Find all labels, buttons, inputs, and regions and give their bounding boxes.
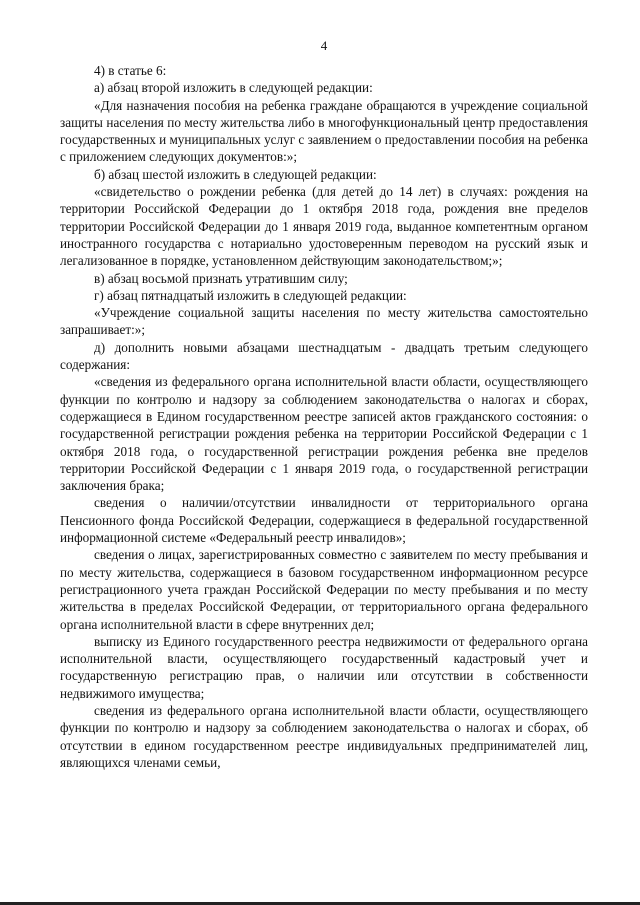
paragraph: «сведения из федерального органа исполнительной власти области, осуществляющего функции по контролю и надзору за соблюдением законодательства о налогах и сборах, содержащиеся в Едином государственном реестре записей актов гражданского состояния: о государственной регистрации рождения ребенка на территории Российской Федерации с 1 октября 2018 года, о государственной регистрации рождения ребенка вне пределов территории Российской Федерации с 1 января 2019 года, о государственной регистрации заключения брака; bbox=[60, 374, 588, 494]
paragraph: сведения о наличии/отсутствии инвалидности от территориального органа Пенсионного фонда Российской Федерации, содержащиеся в федеральной государственной информационной системе «Федеральный реестр инвалидов»; bbox=[60, 495, 588, 546]
body-text bbox=[60, 62, 588, 771]
paragraph: «Учреждение социальной защиты населения по месту жительства самостоятельно запрашивает:»; bbox=[60, 305, 588, 338]
paragraph: «свидетельство о рождении ребенка (для детей до 14 лет) в случаях: рождения на территории Российской Федерации до 1 октября 2018 года, рождения вне пределов территории Российской Федерации до 1 января 2019 года, выданное компетентным органом иностранного государства с нотариально удостоверенным переводом на русский язык и легализованное в порядке, установленном действующим законодательством;»; bbox=[60, 184, 588, 269]
paragraph: б) абзац шестой изложить в следующей редакции: bbox=[94, 166, 377, 182]
paragraph: сведения о лицах, зарегистрированных совместно с заявителем по месту пребывания и по месту жительства, содержащиеся в базовом государственном информационном ресурсе регистрационного учета граждан Российской Федерации по месту пребывания и по месту жительства в пределах Российской Федерации, от территориального органа федерального органа исполнительной власти в сфере внутренних дел; bbox=[60, 547, 588, 632]
paragraph: сведения из федерального органа исполнительной власти области, осуществляющего функции по контролю и надзору за соблюдением законодательства о налогах и сборах, об отсутствии в едином государственном реестре индивидуальных предпринимателей лиц, являющихся членами семьи, bbox=[60, 702, 588, 770]
paragraph: г) абзац пятнадцатый изложить в следующей редакции: bbox=[94, 287, 407, 303]
paragraph: «Для назначения пособия на ребенка граждане обращаются в учреждение социальной защиты населения по месту жительства либо в многофункциональный центр предоставления государственных и муниципальных услуг с заявлением о предоставлении пособия на ребенка с приложением следующих документов:»; bbox=[60, 97, 588, 165]
paragraph: а) абзац второй изложить в следующей редакции: bbox=[94, 80, 373, 96]
paragraph: выписку из Единого государственного реестра недвижимости от федерального органа исполнительной власти, осуществляющего государственный кадастровый учет и государственную регистрацию прав, о наличии или отсутствии в собственности недвижимого имущества; bbox=[60, 633, 588, 701]
paragraph: в) абзац восьмой признать утратившим силу; bbox=[94, 270, 348, 286]
page-number: 4 bbox=[320, 38, 328, 53]
paragraph: 4) в статье 6: bbox=[94, 63, 167, 78]
paragraph: д) дополнить новыми абзацами шестнадцатым - двадцать третьим следующего содержания: bbox=[60, 339, 588, 373]
